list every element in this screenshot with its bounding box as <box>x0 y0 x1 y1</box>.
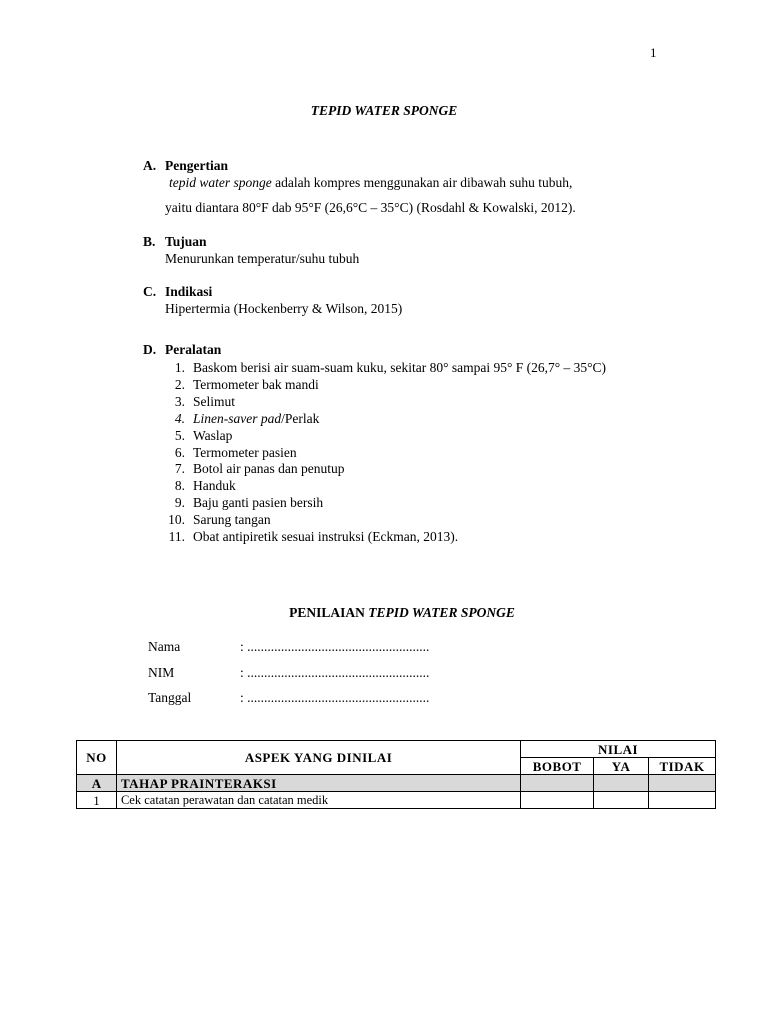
section-heading <box>143 284 402 300</box>
table-row <box>77 792 716 809</box>
equipment-list <box>163 360 606 546</box>
cell-ya[interactable] <box>594 792 649 809</box>
section-indikasi <box>143 284 402 317</box>
header-ya: YA <box>594 758 649 775</box>
list-item: 6. Termometer pasien <box>174 444 297 460</box>
section-letter: C. <box>143 284 157 299</box>
definition-text: adalah kompres menggunakan air dibawah suhu tubuh, <box>271 175 573 190</box>
section-title: Pengertian <box>165 158 228 173</box>
section-body: Hipertermia (Hockenberry & Wilson, 2015) <box>165 301 403 316</box>
list-item: 3. Selimut <box>174 393 236 409</box>
section-peralatan <box>143 342 221 358</box>
list-item: 9. Baju ganti pasien bersih <box>174 495 324 511</box>
list-item: 2. Termometer bak mandi <box>174 376 319 392</box>
field-label: Tanggal <box>148 690 192 705</box>
table-header-row <box>77 741 716 758</box>
section-letter: A. <box>143 158 157 173</box>
cell-tidak[interactable] <box>649 792 716 809</box>
section-body <box>165 174 576 191</box>
page-number: 1 <box>650 45 657 60</box>
term-italic: tepid water sponge <box>169 175 272 190</box>
list-item: 1. Baskom berisi air suam-suam kuku, sekitar 80° sampai 95° F (26,7° – 35°C) <box>174 360 607 375</box>
section-heading <box>143 342 221 358</box>
assessment-title: PENILAIAN TEPID WATER SPONGE <box>289 605 515 620</box>
section-letter: D. <box>143 342 157 357</box>
section-title: Tujuan <box>165 234 207 249</box>
list-item: 8. Handuk <box>174 478 236 494</box>
field-label: Nama <box>148 639 181 654</box>
section-heading <box>143 158 576 174</box>
list-item: 7. Botol air panas dan penutup <box>174 461 345 477</box>
page-title: TEPID WATER SPONGE <box>310 103 458 118</box>
header-bobot: BOBOT <box>521 758 594 775</box>
section-label: TAHAP PRAINTERAKSI <box>116 775 520 792</box>
header-no: NO <box>77 741 117 775</box>
section-heading <box>143 234 359 250</box>
header-tidak: TIDAK <box>649 758 716 775</box>
list-item: 5. Waslap <box>174 427 233 443</box>
list-item: 11. Obat antipiretik sesuai instruksi (Eckman, 2013). <box>168 529 459 545</box>
list-item: 4. Linen-saver pad/Perlak <box>174 410 320 426</box>
field-tanggal <box>148 690 429 706</box>
row-no: 1 <box>77 792 117 809</box>
field-label: NIM <box>148 665 175 680</box>
field-nim <box>148 665 429 681</box>
section-body: Menurunkan temperatur/suhu tubuh <box>165 251 360 266</box>
section-title: Peralatan <box>165 342 222 357</box>
cell-bobot[interactable] <box>521 792 594 809</box>
section-letter: B. <box>143 234 156 249</box>
row-label: Cek catatan perawatan dan catatan medik <box>116 792 520 809</box>
field-value: : ...................................................... <box>240 665 430 680</box>
section-tujuan <box>143 234 359 267</box>
section-no: A <box>77 775 117 792</box>
list-item: 10. Sarung tangan <box>168 512 271 528</box>
definition-line-2: yaitu diantara 80°F dab 95°F (26,6°C – 35°C) (Rosdahl & Kowalski, 2012). <box>165 200 576 215</box>
table-section-row <box>77 775 716 792</box>
section-pengertian <box>143 158 576 216</box>
field-nama <box>148 639 429 655</box>
header-aspek: ASPEK YANG DINILAI <box>116 741 520 775</box>
header-nilai: NILAI <box>521 741 716 758</box>
field-value: : ...................................................... <box>240 639 430 654</box>
section-title: Indikasi <box>165 284 213 299</box>
assessment-table <box>76 740 716 809</box>
field-value: : ...................................................... <box>240 690 430 705</box>
